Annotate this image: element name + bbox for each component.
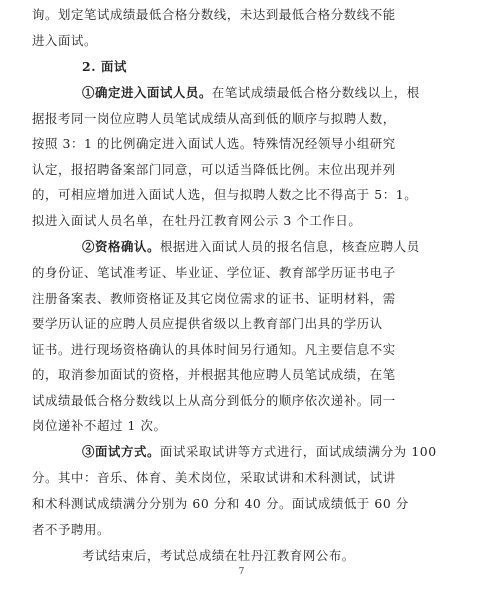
text-run: 据报考同一岗位应聘人员笔试成绩从高到低的顺序与拟聘人数， <box>32 111 396 126</box>
text-line <box>82 58 483 76</box>
text-line <box>82 84 483 102</box>
text-line <box>82 443 483 461</box>
text-run: 考试结束后，考试总成绩在牡丹江教育网公布。 <box>82 548 355 563</box>
text-line <box>32 495 483 513</box>
text-run: 分。其中：音乐、体育、美术岗位，采取试讲和术科测试，试讲 <box>32 470 396 485</box>
text-line <box>32 341 483 359</box>
bold-text-run: ①确定进入面试人员。 <box>82 85 212 100</box>
text-line <box>32 469 483 487</box>
text-line <box>32 110 483 128</box>
text-line <box>32 366 483 384</box>
text-line <box>32 6 483 24</box>
text-run: 进入面试。 <box>32 33 97 48</box>
text-line <box>32 212 483 230</box>
text-run: 的，取消参加面试的资格，并根据其他应聘人员笔试成绩，在笔 <box>32 367 396 382</box>
text-line <box>32 135 483 153</box>
text-line <box>82 547 483 565</box>
text-run: 认定，报招聘备案部门同意，可以适当降低比例。末位出现并列 <box>32 162 396 177</box>
text-line <box>32 290 483 308</box>
text-run: 要学历认证的应聘人员应提供省级以上教育部门出具的学历认 <box>32 316 383 331</box>
text-line <box>32 186 483 204</box>
text-run: 面试采取试讲等方式进行，面试成绩满分为 100 <box>159 444 437 459</box>
bold-text-run: ③面试方式。 <box>82 444 160 459</box>
text-line <box>32 521 483 539</box>
text-line <box>32 161 483 179</box>
bold-text-run: ②资格确认。 <box>82 239 160 254</box>
text-run: 证书。进行现场资格确认的具体时间另行通知。凡主要信息不实 <box>32 342 396 357</box>
text-run: 在笔试成绩最低合格分数线以上，根 <box>211 85 420 100</box>
text-line <box>32 417 483 435</box>
text-run: 的，可相应增加进入面试人选，但与拟聘人数之比不得高于 5：1。 <box>32 187 418 202</box>
text-line <box>82 238 483 256</box>
bold-text-run: 2. 面试 <box>82 59 128 74</box>
text-run: 岗位递补不超过 1 次。 <box>32 418 167 433</box>
text-run: 的身份证、笔试准考证、毕业证、学位证、教育部学历证书电子 <box>32 265 396 280</box>
text-line <box>32 32 483 50</box>
text-run: 询。划定笔试成绩最低合格分数线，未达到最低合格分数线不能 <box>32 7 396 22</box>
text-line <box>32 392 483 410</box>
text-line <box>32 264 483 282</box>
text-run: 试成绩最低合格分数线以上从高分到低分的顺序依次递补。同一 <box>32 393 396 408</box>
text-run: 拟进入面试人员名单，在牡丹江教育网公示 3 个工作日。 <box>32 213 362 228</box>
text-run: 注册备案表、教师资格证及其它岗位需求的证书、证明材料，需 <box>32 291 396 306</box>
page-number: 7 <box>238 567 245 577</box>
text-run: 按照 3：1 的比例确定进入面试人选。特殊情况经领导小组研究 <box>32 136 396 151</box>
text-run: 者不予聘用。 <box>32 522 110 537</box>
text-run: 和术科测试成绩满分分别为 60 分和 40 分。面试成绩低于 60 分 <box>32 496 409 511</box>
text-line <box>32 315 483 333</box>
text-run: 根据进入面试人员的报名信息，核查应聘人员 <box>159 239 420 254</box>
